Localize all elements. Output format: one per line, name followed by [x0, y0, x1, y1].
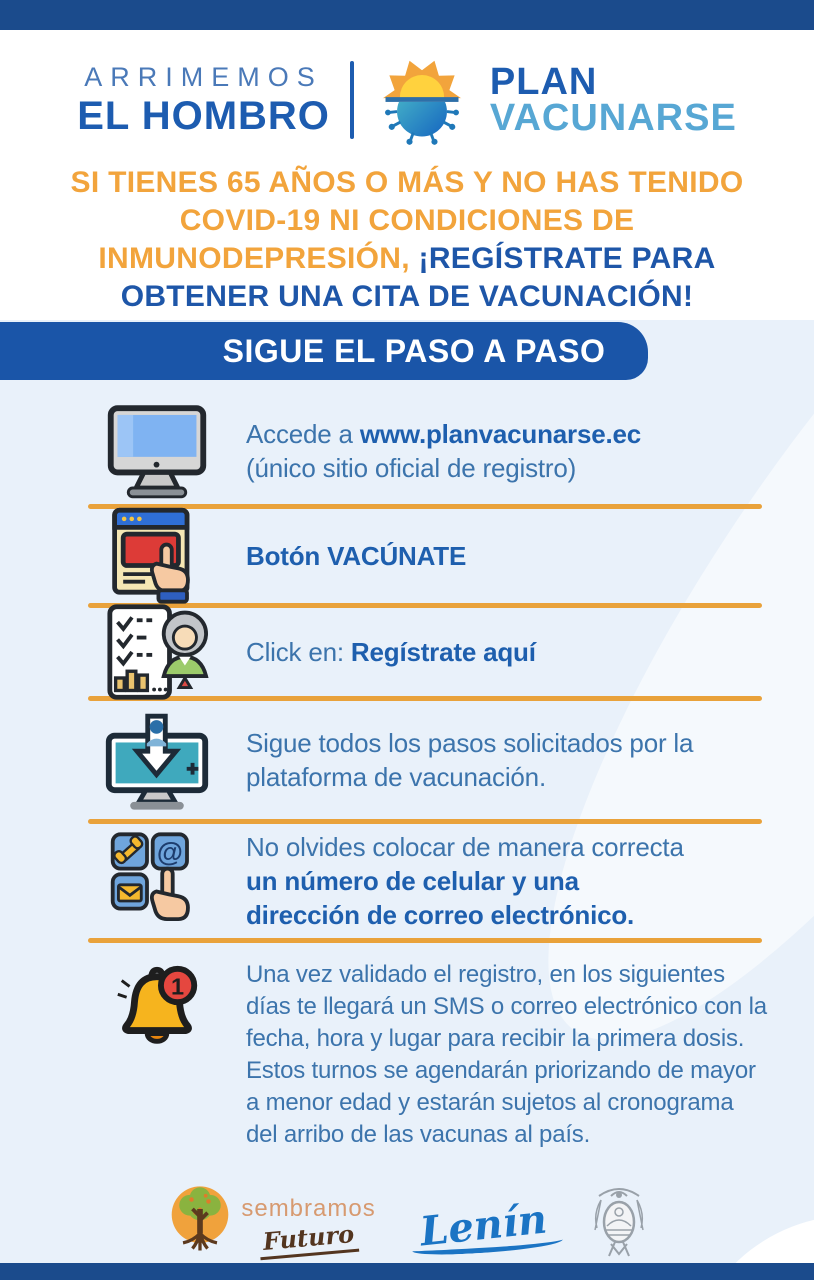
vacunarse-label: VACUNARSE [489, 97, 737, 139]
brand-header [0, 48, 814, 152]
step-row-4 [0, 701, 814, 819]
step4-body: Sigue todos los pasos solicitados por la plataforma de vacunación. [246, 728, 694, 792]
step-row-2 [0, 509, 814, 603]
step-row-6 [0, 943, 814, 1175]
sembramos-label: sembramos [241, 1194, 376, 1222]
step1-url: www.planvacunarse.ec [359, 419, 642, 449]
step-text-5 [246, 830, 791, 932]
step1-line2: (único sitio oficial de registro) [246, 453, 577, 483]
step5-pre: No olvides colocar de manera correcta [246, 832, 684, 862]
notification-bell-icon [98, 959, 216, 1061]
top-navy-bar [0, 0, 814, 30]
campaign-logo [77, 62, 330, 139]
campaign-name-top: ARRIMEMOS [84, 61, 323, 92]
headline-line4: OBTENER UNA CITA DE VACUNACIÓN! [120, 280, 694, 313]
ecuador-coat-of-arms [591, 1184, 647, 1266]
step-row-5 [0, 824, 814, 938]
step6-body: Una vez validado el registro, en los siguientes días te llegará un SMS o correo electrónico con la fecha, hora y lugar para recibir la primera dosis. Estos turnos se agendarán priorizando de mayor a menor edad y estarán sujetos al cronograma del arribo de las vacunas al país. [246, 961, 767, 1148]
tree-logo-icon [167, 1184, 233, 1266]
sembramos-text [241, 1195, 375, 1256]
step-text-2 [246, 539, 791, 573]
checklist-senior-icon [98, 601, 216, 703]
step-row-1 [0, 398, 814, 504]
step-row-3 [0, 608, 814, 696]
futuro-label: Futuro [258, 1218, 360, 1260]
headline-line3-orange: INMUNODEPRESIÓN, [98, 242, 419, 275]
step3-action: Regístrate aquí [350, 637, 536, 667]
svg-text:1: 1 [171, 973, 185, 1000]
lenin-signature: Lenín [412, 1194, 555, 1255]
step-text-1 [246, 417, 791, 485]
footer-logos [0, 1180, 814, 1270]
plan-vacunarse-logo [489, 60, 737, 139]
plan-label: PLAN [489, 60, 598, 103]
campaign-name-bottom: EL HOMBRO [77, 93, 330, 138]
notification-bell-icon [108, 959, 206, 1061]
browser-button-click-icon [107, 504, 207, 608]
svg-text:@: @ [156, 837, 183, 867]
contact-apps-icon [98, 828, 216, 934]
sun-virus-icon [374, 52, 470, 148]
checklist-senior-icon [104, 601, 210, 703]
browser-button-click-icon [98, 504, 216, 608]
steps-banner [0, 322, 648, 380]
steps-list [0, 398, 814, 1175]
headline-line3-blue: ¡REGÍSTRATE PARA [418, 242, 716, 275]
contact-apps-icon [107, 828, 207, 934]
step-text-4 [246, 726, 791, 794]
logo-divider [350, 61, 354, 139]
steps-banner-label: SIGUE EL PASO A PASO [222, 332, 606, 369]
step2-label: Botón VACÚNATE [246, 541, 467, 571]
sembramos-futuro-logo [167, 1184, 375, 1266]
headline [0, 164, 814, 316]
desktop-monitor-icon [101, 402, 213, 500]
platform-monitor-icon [101, 710, 213, 810]
step-text-6 [246, 959, 771, 1151]
step3-pre: Click en: [246, 637, 351, 667]
headline-line2: COVID-19 NI CONDICIONES DE [179, 204, 635, 237]
desktop-monitor-icon [98, 402, 216, 500]
bottom-navy-bar [0, 1263, 814, 1280]
step-text-3 [246, 635, 791, 669]
step5-bold: un número de celular y una dirección de correo electrónico. [246, 866, 635, 930]
headline-line1: SI TIENES 65 AÑOS O MÁS Y NO HAS TENIDO [70, 166, 744, 199]
platform-monitor-icon [98, 710, 216, 810]
step1-pre: Accede a [246, 419, 360, 449]
